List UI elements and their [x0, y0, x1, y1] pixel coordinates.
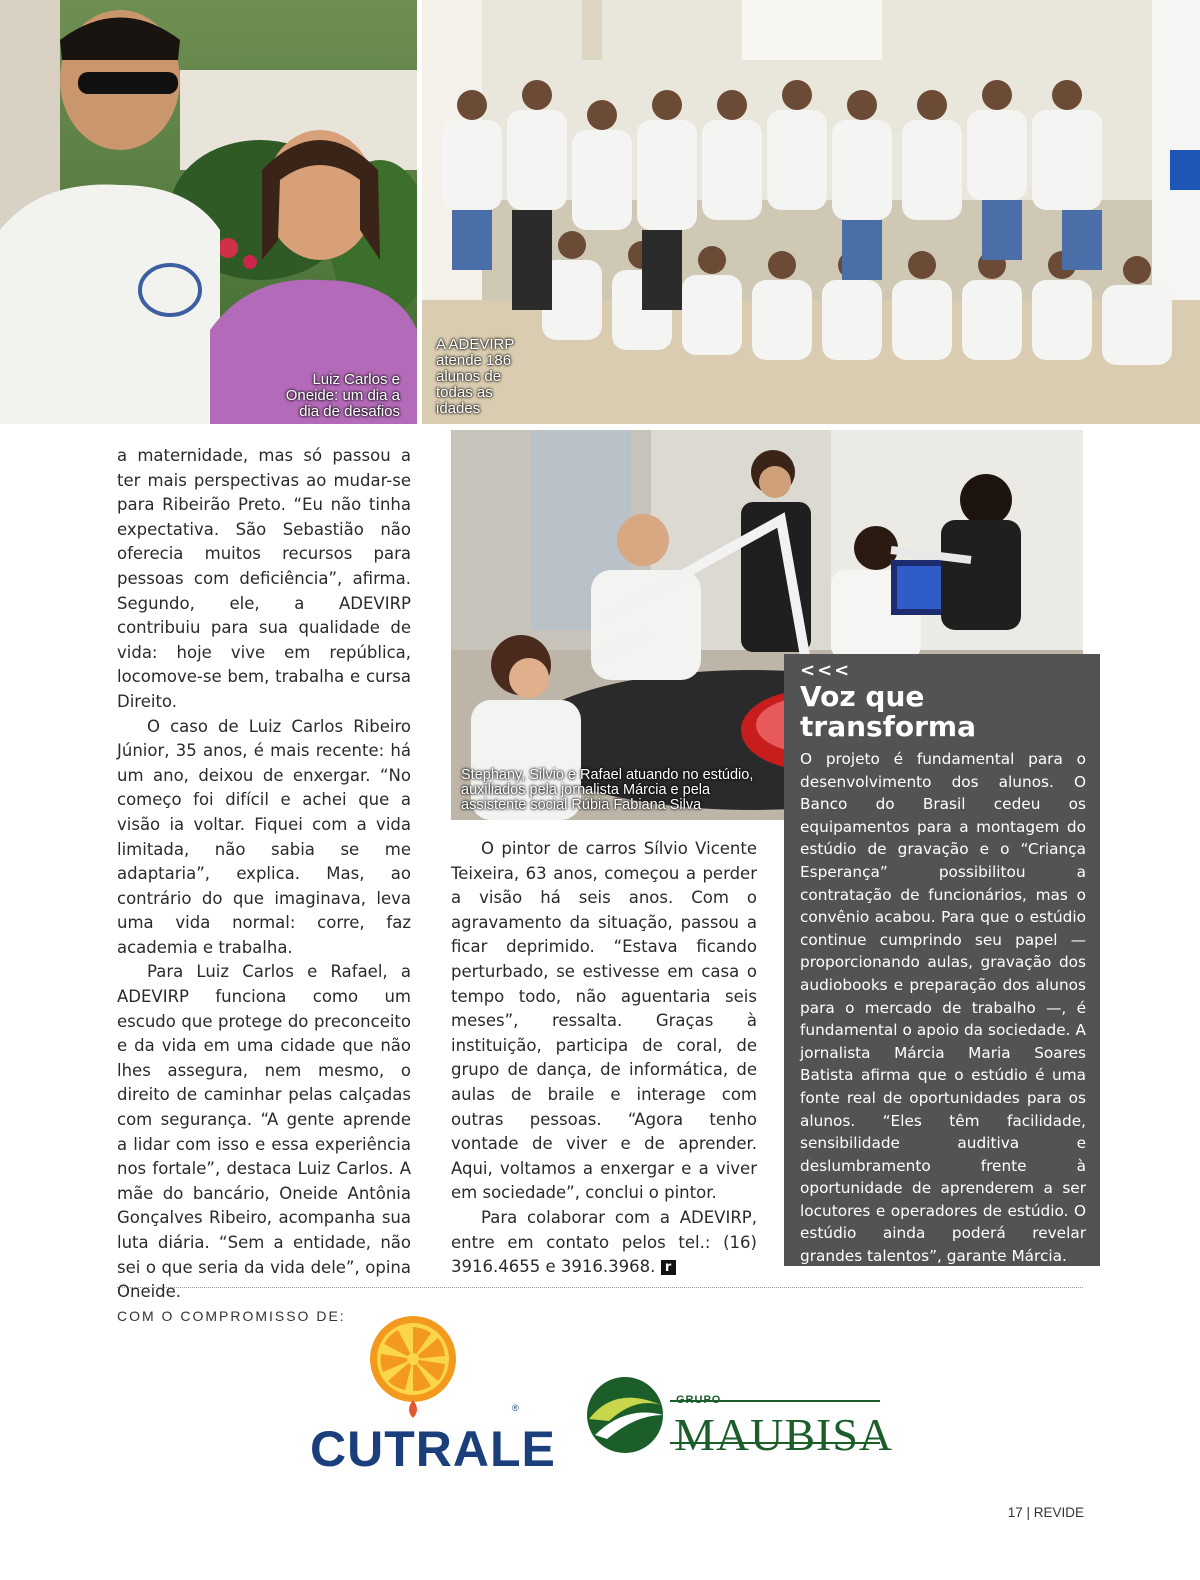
- article-column-2: [451, 837, 757, 1280]
- sidebar-arrows: <<<: [800, 660, 852, 681]
- sponsors-label: COM O COMPROMISSO DE:: [117, 1308, 346, 1324]
- article-paragraph: O pintor de carros Sílvio Vicente Teixeira, 63 anos, começou a perder a visão há seis anos. Com o agravamento da situação, passou a ficar deprimido. “Estava ficando perturbado, se estivesse em casa o tempo todo, não aguentaria seis meses”, ressalta. Graças à instituição, participa de coral, de grupo de dança, de informática, de aulas de braile e interage com outras pessoas. “Agora tenho vontade de viver e de aprender. Aqui, voltamos a enxergar e a viver em sociedade”, conclui o pintor.: [451, 839, 757, 1203]
- article-paragraph: O caso de Luiz Carlos Ribeiro Júnior, 35 anos, é mais recente: há um ano, deixou de enxergar. “No começo foi difícil e achei que a visão ia voltar. Fiquei com a vida limitada, não sabia se me adaptaria”, explica. Mas, ao contrário do que imaginava, leva uma vida normal: corre, faz academia e trabalha.: [117, 716, 411, 957]
- contact-text: Para colaborar com a ADEVIRP, entre em contato pelos tel.: (16) 3916.4655 e 3916.3968.: [451, 1207, 757, 1277]
- maubisa-rule: [670, 1442, 880, 1444]
- maubisa-wordmark: MAUBISA: [674, 1409, 894, 1460]
- sidebar-title: Voz que transforma: [800, 680, 976, 743]
- registered-icon: ®: [512, 1403, 519, 1413]
- maubisa-group-label: GRUPO: [676, 1394, 722, 1406]
- photo-caption: A ADEVIRP atende 186 alunos de todas as idades: [436, 336, 515, 417]
- article-paragraph: a maternidade, mas só passou a ter mais perspectivas ao mudar-se para Ribeirão Preto. “Eu não tinha expectativa. São Sebastião não oferecia muitos recursos para pessoas com deficiência”, afirma. Segundo, ele, a ADEVIRP contribuiu para sua qualidade de vida: hoje vive em república, locomove-se bem, trabalha e cursa Direito.: [117, 446, 411, 711]
- sidebar-body: O projeto é fundamental para o desenvolvimento dos alunos. O Banco do Brasil cedeu os equipamentos para a montagem do estúdio de gravação e o “Criança Esperança” possibilitou a contratação de funcionários, mas o convênio acabou. Para que o estúdio continue cumprindo seu papel — proporcionando aulas, gravação dos audiobooks e preparação dos alunos para o mercado de trabalho —, é fundamental o apoio da sociedade. A jornalista Márcia Maria Soares Batista afirma que o estúdio é uma fonte real de oportunidades para os alunos. “Eles têm facilidade, sensibilidade auditiva e deslumbramento frente à oportunidade de aprenderem a ser locutores e operadores de estúdio. O estúdio ainda poderá revelar grandes talentos”, garante Márcia.: [800, 750, 1086, 1266]
- article-paragraph: Para Luiz Carlos e Rafael, a ADEVIRP funciona como um escudo que protege do preconceito e da vida em uma cidade que não lhes assegura, nem mesmo, o direito de caminhar pelas calçadas com segurança. “A gente aprende a lidar com isso e essa experiência nos fortale”, destaca Luiz Carlos. A mãe do bancário, Oneide Antônia Gonçalves Ribeiro, acompanha sua luta diária. “Sem a entidade, não sei o que seria da vida dele”, opina Oneide.: [117, 962, 411, 1302]
- photo-adevirp-group: [422, 0, 1200, 424]
- cutrale-wordmark: CUTRALE: [310, 1421, 556, 1477]
- end-mark-icon: r: [661, 1260, 676, 1275]
- page-footer: 17 | REVIDE: [1007, 1505, 1084, 1520]
- article-paragraph: [451, 1206, 757, 1280]
- photo-caption: Luiz Carlos e Oneide: um dia a dia de desafios: [285, 371, 400, 420]
- section-divider: [117, 1287, 1083, 1288]
- article-column-1: [117, 444, 411, 1305]
- orange-slice-icon: [368, 1314, 458, 1404]
- leaf-icon: [585, 1375, 665, 1455]
- sidebar-box: [784, 654, 1100, 1266]
- photo-luiz-oneide: [0, 0, 417, 424]
- photo-caption: Stephany, Silvio e Rafael atuando no estúdio, auxiliados pela jornalista Márcia e pela assistente social Rúbia Fabiana Silva: [461, 767, 754, 813]
- maubisa-rule: [670, 1400, 880, 1402]
